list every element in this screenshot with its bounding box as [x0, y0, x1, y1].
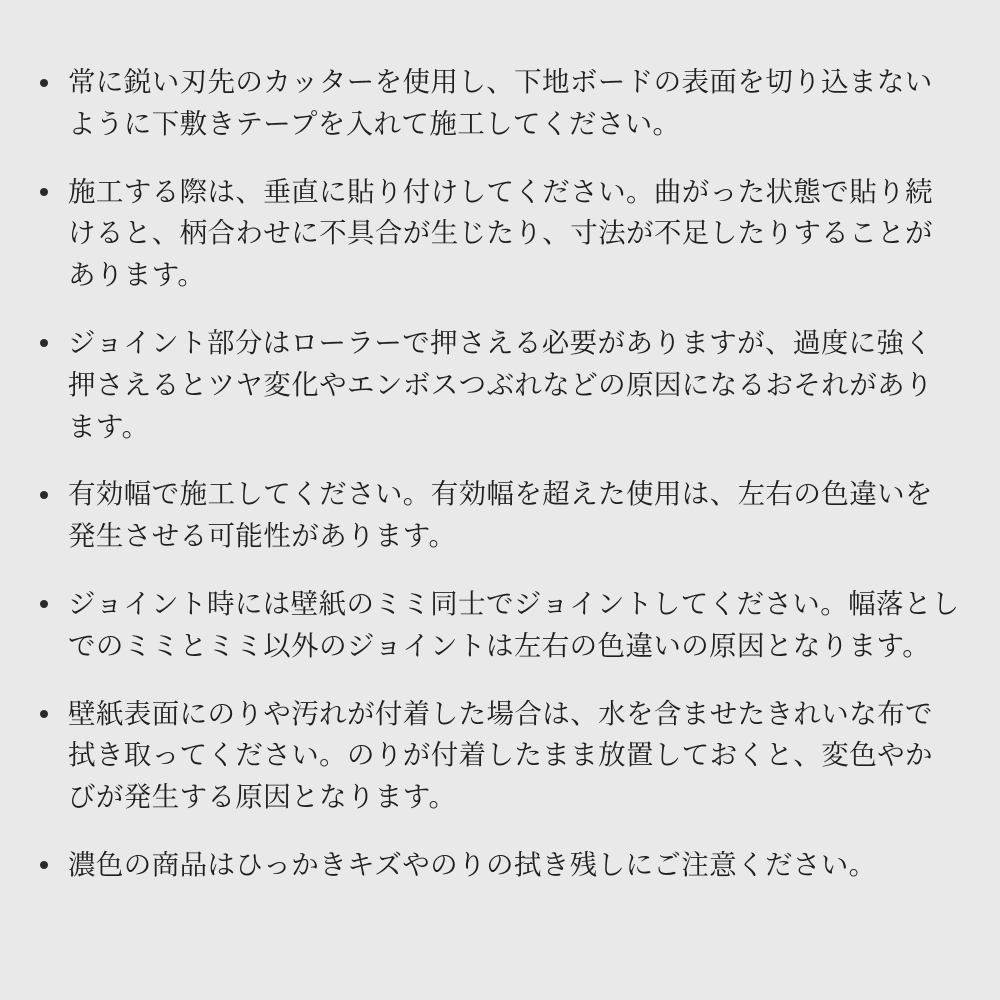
list-item-text: ジョイント部分はローラーで押さえる必要がありますが、過度に強く押さえるとツヤ変化やエンボスつぶれなどの原因になるおそれがあります。	[68, 326, 933, 443]
list-item-text: 有効幅で施工してください。有効幅を超えた使用は、左右の色違いを発生させる可能性があります。	[68, 478, 933, 553]
installation-notes-list	[34, 62, 960, 887]
list-item-text: 壁紙表面にのりや汚れが付着した場合は、水を含ませたきれいな布で拭き取ってください。のりが付着したまま放置しておくと、変色やかびが発生する原因となります。	[68, 697, 933, 814]
list-item	[34, 584, 960, 668]
bullet-dot-icon	[40, 79, 48, 87]
list-item	[34, 172, 960, 297]
bullet-dot-icon	[40, 600, 48, 608]
list-item	[34, 474, 960, 558]
bullet-dot-icon	[40, 491, 48, 499]
bullet-dot-icon	[40, 339, 48, 347]
list-item	[34, 323, 960, 448]
list-item	[34, 62, 960, 146]
list-item	[34, 694, 960, 819]
list-item-text: ジョイント時には壁紙のミミ同士でジョイントしてください。幅落としでのミミとミミ以外のジョイントは左右の色違いの原因となります。	[68, 587, 960, 662]
list-item-text: 常に鋭い刃先のカッターを使用し、下地ボードの表面を切り込まないように下敷きテープを入れて施工してください。	[68, 66, 933, 140]
list-item	[34, 845, 960, 887]
bullet-dot-icon	[40, 188, 48, 196]
bullet-dot-icon	[40, 710, 48, 718]
list-item-text: 施工する際は、垂直に貼り付けしてください。曲がった状態で貼り続けると、柄合わせに不具合が生じたり、寸法が不足したりすることがあります。	[68, 175, 933, 292]
list-item-text: 濃色の商品はひっかきキズやのりの拭き残しにご注意ください。	[68, 848, 877, 881]
bullet-dot-icon	[40, 861, 48, 869]
